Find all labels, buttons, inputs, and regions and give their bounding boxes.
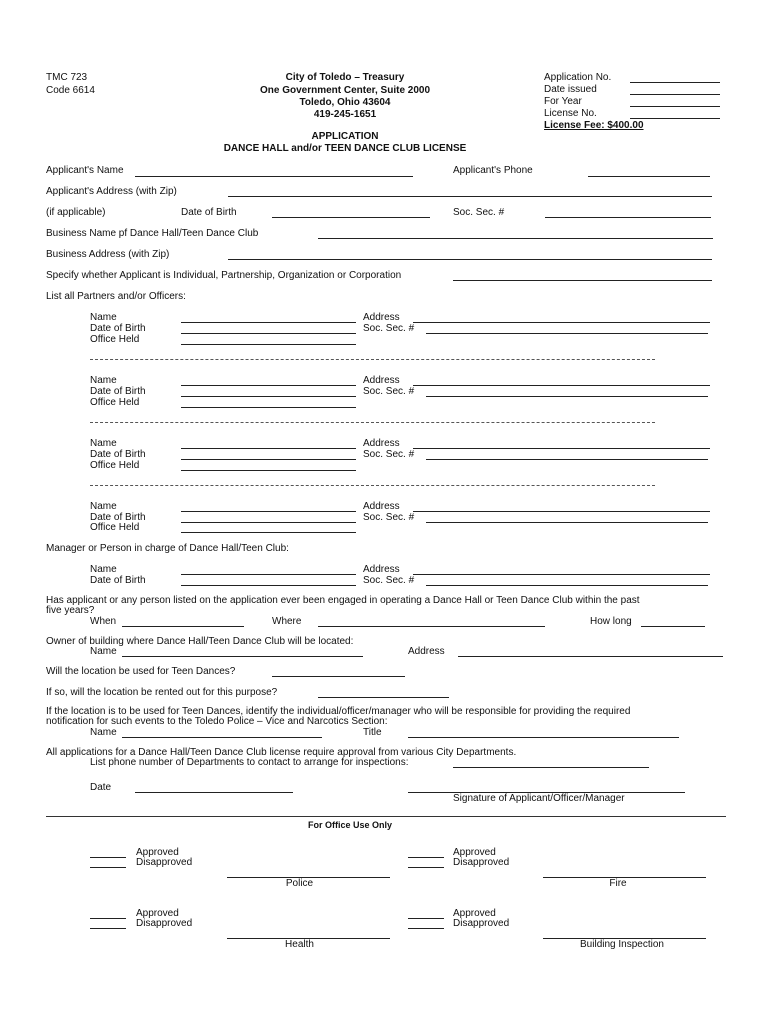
partner-1-name-label: Name	[90, 312, 117, 323]
business-name-field[interactable]	[318, 238, 713, 239]
partner-4-name-label: Name	[90, 501, 117, 512]
owner-address-field[interactable]	[458, 656, 723, 657]
responsible-name-label: Name	[90, 727, 117, 738]
date-label: Date	[90, 782, 112, 793]
license-fee: License Fee: $400.00	[544, 120, 644, 131]
teen-dances-field[interactable]	[272, 676, 405, 677]
when-field[interactable]	[122, 626, 244, 627]
responsible-title-field[interactable]	[408, 737, 679, 738]
fire-approved-check[interactable]	[408, 857, 444, 858]
applicant-ssn-field[interactable]	[545, 217, 711, 218]
partner-3-office-field[interactable]	[181, 470, 356, 471]
partner-2-address-label: Address	[363, 375, 400, 386]
fire-disapproved-label: Disapproved	[453, 857, 510, 868]
police-label: Police	[285, 878, 314, 889]
partner-4-ssn-label: Soc. Sec. #	[363, 512, 415, 523]
issuer-phone: 419-245-1651	[313, 109, 377, 120]
applicant-type-field[interactable]	[453, 280, 712, 281]
police-approved-label: Approved	[136, 847, 179, 858]
rented-field[interactable]	[318, 697, 449, 698]
partner-1-name-field[interactable]	[181, 322, 356, 323]
partner-3-ssn-label: Soc. Sec. #	[363, 449, 415, 460]
manager-heading: Manager or Person in charge of Dance Hall/Teen Club:	[46, 543, 289, 554]
building-inspection-label: Building Inspection	[580, 939, 664, 950]
applicant-phone-field[interactable]	[588, 176, 710, 177]
approval-note: All applications for a Dance Hall/Teen Dance Club license require approval from various City Departments.	[46, 747, 517, 758]
partner-1-office-field[interactable]	[181, 344, 356, 345]
partner-1-ssn-field[interactable]	[426, 333, 708, 334]
partner-1-dob-label: Date of Birth	[90, 323, 146, 334]
partner-3-ssn-field[interactable]	[426, 459, 708, 460]
partner-2-office-label: Office Held	[90, 397, 140, 408]
if-applicable-label: (if applicable)	[46, 207, 106, 218]
inspection-phones-label: List phone number of Departments to contact to arrange for inspections:	[90, 757, 409, 768]
manager-dob-field[interactable]	[181, 585, 356, 586]
partner-2-ssn-field[interactable]	[426, 396, 708, 397]
for-year-field[interactable]	[630, 106, 720, 107]
date-issued-label: Date issued	[544, 84, 597, 95]
responsible-line1: If the location is to be used for Teen Dances, identify the individual/officer/manager who will be responsible for providing the required	[46, 706, 631, 717]
partner-3-address-label: Address	[363, 438, 400, 449]
office-use-heading: For Office Use Only	[307, 820, 393, 830]
partner-4-address-field[interactable]	[413, 511, 710, 512]
partners-heading: List all Partners and/or Officers:	[46, 291, 186, 302]
form-subtitle: DANCE HALL and/or TEEN DANCE CLUB LICENSE	[223, 143, 467, 154]
form-title: APPLICATION	[311, 131, 379, 142]
partner-3-dob-field[interactable]	[181, 459, 356, 460]
partner-4-address-label: Address	[363, 501, 400, 512]
license-no-field[interactable]	[630, 118, 720, 119]
date-issued-field[interactable]	[630, 94, 720, 95]
manager-name-label: Name	[90, 564, 117, 575]
application-no-label: Application No.	[544, 72, 612, 83]
teen-dances-label: Will the location be used for Teen Dances?	[46, 666, 236, 677]
partner-1-address-field[interactable]	[413, 322, 710, 323]
separator-1	[90, 359, 655, 360]
health-disapproved-check[interactable]	[90, 928, 126, 929]
police-disapproved-check[interactable]	[90, 867, 126, 868]
applicant-address-field[interactable]	[228, 196, 712, 197]
how-long-field[interactable]	[641, 626, 705, 627]
how-long-label: How long	[590, 616, 632, 627]
responsible-line2: notification for such events to the Toledo Police – Vice and Narcotics Section:	[46, 716, 388, 727]
police-disapproved-label: Disapproved	[136, 857, 193, 868]
health-disapproved-label: Disapproved	[136, 918, 193, 929]
inspection-phones-field[interactable]	[453, 767, 649, 768]
partner-2-dob-label: Date of Birth	[90, 386, 146, 397]
partner-3-name-field[interactable]	[181, 448, 356, 449]
partner-2-ssn-label: Soc. Sec. #	[363, 386, 415, 397]
applicant-ssn-label: Soc. Sec. #	[453, 207, 505, 218]
partner-4-office-label: Office Held	[90, 522, 140, 533]
separator-3	[90, 485, 655, 486]
partner-2-office-field[interactable]	[181, 407, 356, 408]
license-no-label: License No.	[544, 108, 597, 119]
partner-4-dob-field[interactable]	[181, 522, 356, 523]
for-year-label: For Year	[544, 96, 582, 107]
manager-dob-label: Date of Birth	[90, 575, 146, 586]
applicant-type-label: Specify whether Applicant is Individual, Partnership, Organization or Corporation	[46, 270, 402, 281]
applicant-dob-label: Date of Birth	[181, 207, 237, 218]
partner-1-ssn-label: Soc. Sec. #	[363, 323, 415, 334]
business-address-field[interactable]	[228, 259, 712, 260]
partner-3-office-label: Office Held	[90, 460, 140, 471]
date-field[interactable]	[135, 792, 293, 793]
partner-2-name-field[interactable]	[181, 385, 356, 386]
partner-2-dob-field[interactable]	[181, 396, 356, 397]
where-field[interactable]	[318, 626, 545, 627]
partner-3-dob-label: Date of Birth	[90, 449, 146, 460]
partner-3-name-label: Name	[90, 438, 117, 449]
fire-label: Fire	[609, 878, 627, 889]
health-approved-label: Approved	[136, 908, 179, 919]
applicant-address-label: Applicant's Address (with Zip)	[46, 186, 177, 197]
where-label: Where	[272, 616, 302, 627]
partner-4-dob-label: Date of Birth	[90, 512, 146, 523]
building-approved-label: Approved	[453, 908, 496, 919]
issuer-address: One Government Center, Suite 2000	[259, 85, 431, 96]
office-divider	[46, 816, 726, 817]
issuer-city: Toledo, Ohio 43604	[299, 97, 391, 108]
business-address-label: Business Address (with Zip)	[46, 249, 170, 260]
owner-address-label: Address	[408, 646, 445, 657]
partner-2-name-label: Name	[90, 375, 117, 386]
signature-label: Signature of Applicant/Officer/Manager	[453, 793, 625, 804]
fire-approved-label: Approved	[453, 847, 496, 858]
health-label: Health	[285, 939, 314, 950]
application-no-field[interactable]	[630, 82, 720, 83]
partner-4-name-field[interactable]	[181, 511, 356, 512]
manager-ssn-field[interactable]	[426, 585, 708, 586]
building-disapproved-check[interactable]	[408, 928, 444, 929]
engaged-question-line1: Has applicant or any person listed on the application ever been engaged in operating a Dance Hall or Teen Dance Club within the past	[46, 595, 640, 606]
engaged-question-line2: five years?	[46, 605, 95, 616]
responsible-name-field[interactable]	[122, 737, 322, 738]
rented-label: If so, will the location be rented out for this purpose?	[46, 687, 278, 698]
police-approved-check[interactable]	[90, 857, 126, 858]
applicant-name-label: Applicant's Name	[46, 165, 124, 176]
partner-2-address-field[interactable]	[413, 385, 710, 386]
partner-4-office-field[interactable]	[181, 532, 356, 533]
building-approved-check[interactable]	[408, 918, 444, 919]
manager-address-field[interactable]	[413, 574, 710, 575]
partner-1-address-label: Address	[363, 312, 400, 323]
manager-address-label: Address	[363, 564, 400, 575]
responsible-title-label: Title	[363, 727, 382, 738]
health-approved-check[interactable]	[90, 918, 126, 919]
when-label: When	[90, 616, 117, 627]
business-name-label: Business Name pf Dance Hall/Teen Dance Club	[46, 228, 259, 239]
separator-2	[90, 422, 655, 423]
applicant-name-field[interactable]	[135, 176, 413, 177]
applicant-dob-field[interactable]	[272, 217, 430, 218]
manager-ssn-label: Soc. Sec. #	[363, 575, 415, 586]
partner-1-dob-field[interactable]	[181, 333, 356, 334]
partner-4-ssn-field[interactable]	[426, 522, 708, 523]
building-disapproved-label: Disapproved	[453, 918, 510, 929]
fire-disapproved-check[interactable]	[408, 867, 444, 868]
form-code-tmc: TMC 723	[46, 72, 88, 83]
form-code-number: Code 6614	[46, 85, 95, 96]
partner-1-office-label: Office Held	[90, 334, 140, 345]
manager-name-field[interactable]	[181, 574, 356, 575]
owner-heading: Owner of building where Dance Hall/Teen Dance Club will be located:	[46, 636, 354, 647]
owner-name-label: Name	[90, 646, 117, 657]
partner-3-address-field[interactable]	[413, 448, 710, 449]
applicant-phone-label: Applicant's Phone	[453, 165, 533, 176]
owner-name-field[interactable]	[122, 656, 363, 657]
issuer-department: City of Toledo – Treasury	[285, 72, 405, 83]
